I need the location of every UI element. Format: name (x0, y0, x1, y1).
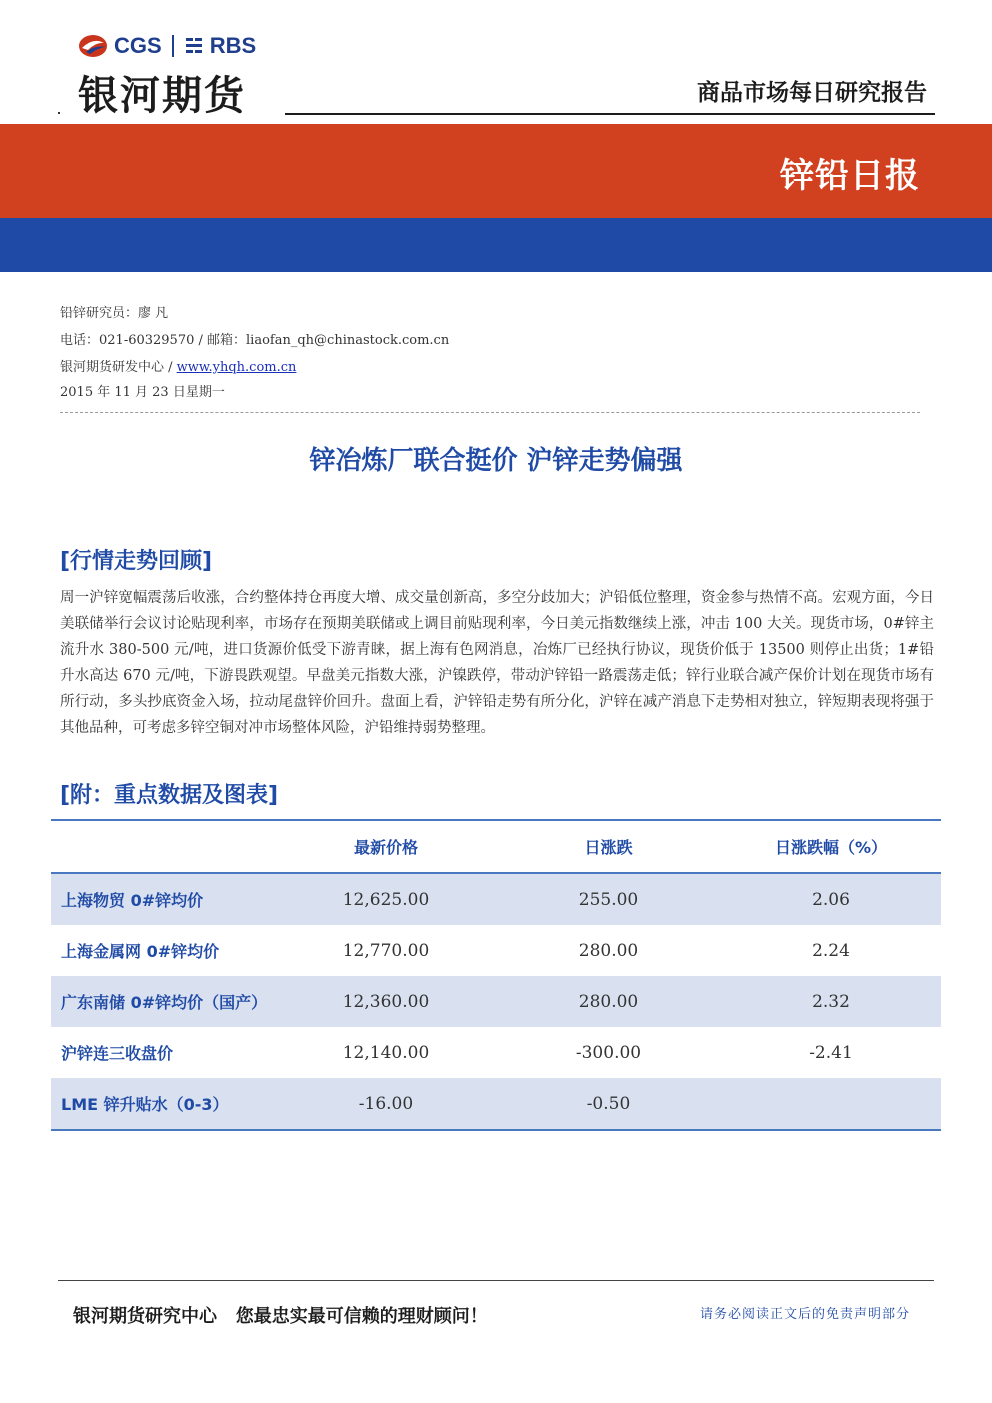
price-cell: 12,625.00 (342, 889, 430, 910)
change-cell: -300.00 (575, 1042, 642, 1063)
pct-cell: 2.06 (812, 889, 850, 910)
website-link[interactable]: www.yhqh.com.cn (176, 360, 297, 375)
report-headline: 锌冶炼厂联合挺价 沪锌走势偏强 (309, 446, 683, 476)
brand-logo (78, 30, 256, 62)
disclaimer-note: 请务必阅读正文后的免责声明部分 (699, 1307, 910, 1322)
row-label: 上海物贸 0#锌均价 (61, 891, 204, 910)
analyst-line: 铅锌研究员：廖 凡 (60, 306, 169, 321)
research-center-line (60, 356, 296, 375)
band-title: 锌铅日报 (780, 156, 920, 196)
table-row (51, 976, 941, 1027)
logo-divider (172, 35, 174, 57)
logo-rbs-text: RBS (209, 33, 257, 58)
change-cell: 280.00 (578, 991, 639, 1012)
company-name: 银河期货 (78, 73, 246, 119)
change-cell: 255.00 (578, 889, 639, 910)
research-center-label: 银河期货研发中心 / (60, 360, 177, 375)
header-rule (285, 113, 935, 115)
row-label: 沪锌连三收盘价 (61, 1044, 174, 1063)
price-cell: -16.00 (358, 1093, 414, 1114)
row-label: 广东南储 0#锌均价（国产） (61, 993, 268, 1012)
footer-slogan: 银河期货研究中心 您最忠实最可信赖的理财顾问！ (73, 1306, 488, 1327)
accent-band (0, 218, 992, 272)
price-cell: 12,770.00 (342, 940, 430, 961)
pct-cell: -2.41 (809, 1042, 853, 1063)
review-heading: [行情走势回顾] (60, 549, 213, 574)
cgs-logo-icon (78, 33, 108, 59)
row-label: 上海金属网 0#锌均价 (61, 942, 220, 961)
table-row (51, 1078, 941, 1130)
appendix-heading: [附：重点数据及图表] (60, 783, 279, 808)
table-header-cell: 日涨跌幅（%） (774, 838, 888, 857)
header-dot (58, 112, 60, 114)
key-data-table (51, 819, 941, 1131)
table-header-row (51, 820, 941, 873)
dashed-divider (60, 412, 920, 413)
footer-rule (58, 1280, 934, 1281)
table-row (51, 925, 941, 976)
table-row (51, 1027, 941, 1078)
price-cell: 12,140.00 (342, 1042, 430, 1063)
table-header-cell: 最新价格 (353, 838, 418, 857)
pct-cell: 2.32 (812, 991, 850, 1012)
report-date: 2015 年 11 月 23 日星期一 (60, 385, 225, 400)
rbs-logo-icon (184, 36, 204, 56)
table-header-cell: 日涨跌 (584, 838, 633, 857)
pct-cell (721, 1078, 941, 1130)
logo-cgs-text: CGS (114, 33, 162, 58)
pct-cell: 2.24 (812, 940, 850, 961)
report-type: 商品市场每日研究报告 (697, 80, 927, 106)
price-cell: 12,360.00 (342, 991, 430, 1012)
change-cell: -0.50 (586, 1093, 631, 1114)
table-header-cell (51, 820, 276, 873)
contact-line: 电话：021-60329570 / 邮箱：liaofan_qh@chinastock.com.cn (60, 333, 450, 348)
table-row (51, 873, 941, 925)
change-cell: 280.00 (578, 940, 639, 961)
review-body: 周一沪锌宽幅震荡后收涨，合约整体持仓再度大增、成交量创新高，多空分歧加大；沪铅低位整理，资金参与热情不高。宏观方面，今日美联储举行会议讨论贴现利率，市场存在预期美联储或上调目前贴现利率，今日美元指数继续上涨，冲击 100 大关。现货市场，0#锌主流升水 380-500 元/吨，进口货源价低受下游青睐，据上海有色网消息，冶炼厂已经执行协议，现货价低于 13500 则停止出货；1#铅升水高达 670 元/吨，下游畏跌观望。早盘美元指数大涨，沪镍跌停，带动沪锌铅一路震荡走低；锌行业联合减产保价计划在现货市场有所行动，多头抄底资金入场，拉动尾盘锌价回升。盘面上看，沪锌铅走势有所分化，沪锌在减产消息下走势相对独立，锌短期表现将强于其他品种，可考虑多锌空铜对冲市场整体风险，沪铅维持弱势整理。 (60, 590, 934, 736)
row-label: LME 锌升贴水（0-3） (61, 1095, 229, 1114)
